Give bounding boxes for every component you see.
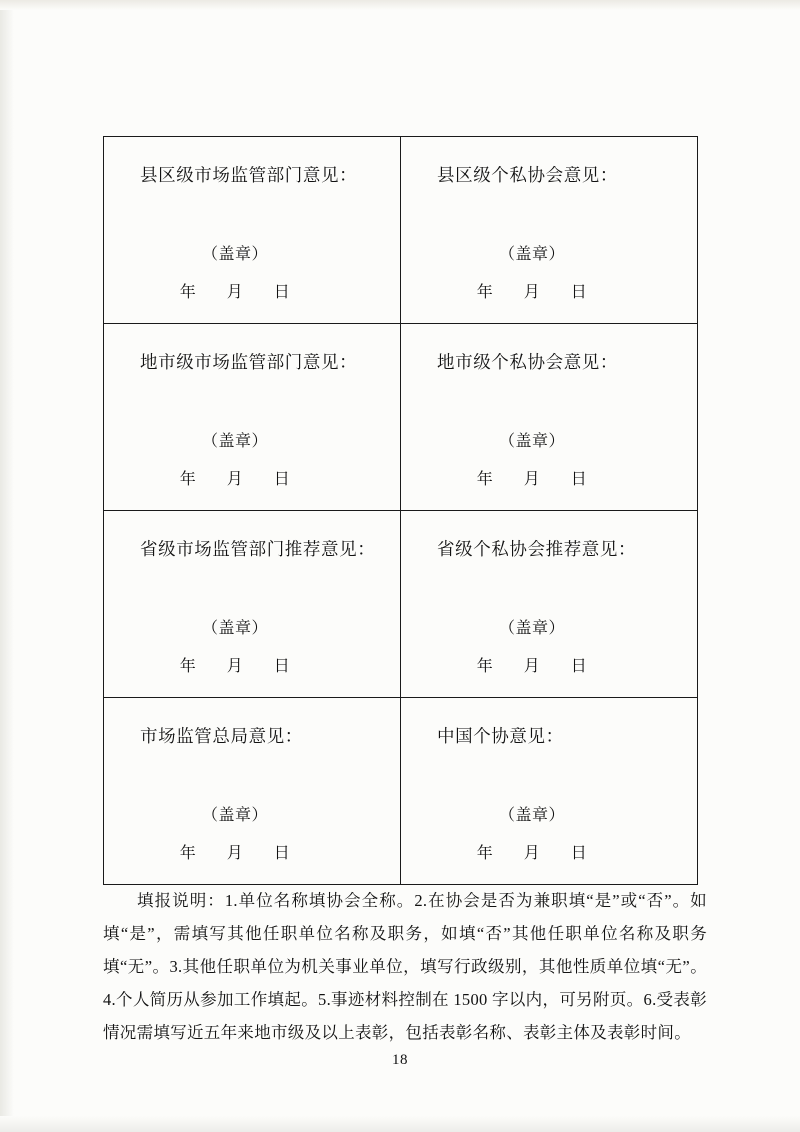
approval-opinions-table <box>103 136 698 885</box>
cell-title: 县区级个私协会意见： <box>437 165 618 185</box>
page-number: 18 <box>392 1052 408 1068</box>
date-month: 月 <box>226 471 244 488</box>
cell-title: 地市级个私协会意见： <box>437 352 618 372</box>
date-placeholder <box>104 279 400 302</box>
cell-title: 地市级市场监管部门意见： <box>140 352 358 372</box>
table-cell-province-association <box>401 511 698 698</box>
cell-title: 市场监管总局意见： <box>140 726 303 746</box>
seal-placeholder: （盖章） <box>498 807 565 824</box>
date-year: 年 <box>476 658 494 675</box>
date-year: 年 <box>179 658 197 675</box>
cell-title: 省级市场监管部门推荐意见： <box>140 539 376 559</box>
seal-placeholder: （盖章） <box>201 807 268 824</box>
table-cell-national-association <box>401 698 698 885</box>
table-cell-city-market-supervision <box>104 324 401 511</box>
date-day: 日 <box>273 471 291 488</box>
cell-title: 省级个私协会推荐意见： <box>437 539 637 559</box>
scan-edge-top <box>0 0 800 10</box>
date-placeholder <box>104 466 400 489</box>
date-day: 日 <box>273 284 291 301</box>
date-month: 月 <box>523 845 541 862</box>
date-year: 年 <box>476 845 494 862</box>
date-placeholder <box>401 840 697 863</box>
date-year: 年 <box>476 471 494 488</box>
date-day: 日 <box>570 658 588 675</box>
date-day: 日 <box>570 471 588 488</box>
date-year: 年 <box>476 284 494 301</box>
cell-title: 中国个协意见： <box>437 726 564 746</box>
date-day: 日 <box>273 658 291 675</box>
date-placeholder <box>401 653 697 676</box>
date-day: 日 <box>570 845 588 862</box>
date-month: 月 <box>226 658 244 675</box>
date-month: 月 <box>226 284 244 301</box>
date-placeholder <box>104 840 400 863</box>
date-day: 日 <box>273 845 291 862</box>
cell-title: 县区级市场监管部门意见： <box>140 165 358 185</box>
table-cell-city-association <box>401 324 698 511</box>
seal-placeholder: （盖章） <box>498 620 565 637</box>
table-cell-national-market-supervision <box>104 698 401 885</box>
scan-edge-left <box>0 0 14 1132</box>
date-placeholder <box>104 653 400 676</box>
table-row <box>104 511 698 698</box>
table-row <box>104 698 698 885</box>
date-placeholder <box>401 466 697 489</box>
filling-instructions: 填报说明：1.单位名称填协会全称。2.在协会是否为兼职填“是”或“否”。如填“是”，需填写其他任职单位名称及职务，如填“否”其他任职单位名称及职务填“无”。3.其他任职单位为机关事业单位，填写行政级别，其他性质单位填“无”。4.个人简历从参加工作填起。5.事迹材料控制在 1500 字以内，可另附页。6.受表彰情况需填写近五年来地市级及以上表彰，包括表彰名称、表彰主体及表彰时间。 <box>103 891 707 1042</box>
seal-placeholder: （盖章） <box>498 433 565 450</box>
date-month: 月 <box>523 471 541 488</box>
table-cell-county-market-supervision <box>104 137 401 324</box>
scan-edge-bottom <box>0 1116 800 1132</box>
date-month: 月 <box>523 658 541 675</box>
seal-placeholder: （盖章） <box>201 620 268 637</box>
seal-placeholder: （盖章） <box>201 433 268 450</box>
seal-placeholder: （盖章） <box>201 246 268 263</box>
table-row <box>104 324 698 511</box>
date-month: 月 <box>523 284 541 301</box>
date-year: 年 <box>179 471 197 488</box>
date-placeholder <box>401 279 697 302</box>
seal-placeholder: （盖章） <box>498 246 565 263</box>
date-year: 年 <box>179 845 197 862</box>
table-cell-province-market-supervision <box>104 511 401 698</box>
date-month: 月 <box>226 845 244 862</box>
date-day: 日 <box>570 284 588 301</box>
date-year: 年 <box>179 284 197 301</box>
table-cell-county-association <box>401 137 698 324</box>
table-row <box>104 137 698 324</box>
